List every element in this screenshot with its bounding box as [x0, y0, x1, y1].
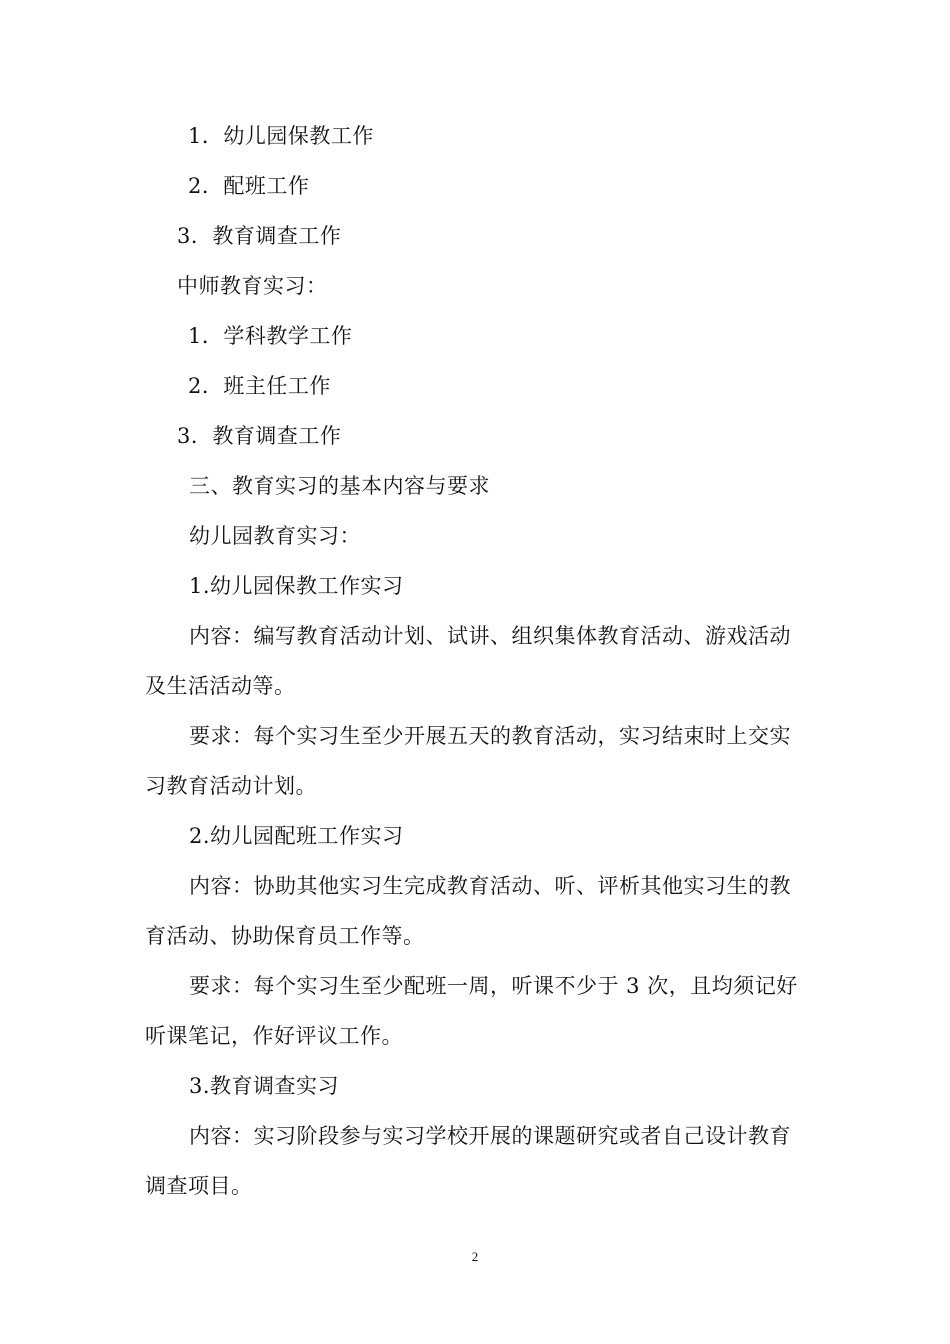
paragraph-line: 育活动、协助保育员工作等。 — [145, 924, 425, 948]
paragraph-line: 习教育活动计划。 — [145, 774, 317, 798]
paragraph-line: 调查项目。 — [145, 1174, 253, 1198]
section-heading: 三、教育实习的基本内容与要求 — [189, 474, 512, 498]
page-number: 2 — [471, 1249, 479, 1264]
subsection-title: 2.幼儿园配班工作实习 — [189, 824, 404, 848]
paragraph-line: 内容：编写教育活动计划、试讲、组织集体教育活动、游戏活动 — [189, 624, 791, 648]
subsection-title: 1.幼儿园保教工作实习 — [189, 574, 404, 598]
list-item: 3．教育调查工作 — [177, 224, 342, 248]
list-item: 2．配班工作 — [188, 174, 310, 198]
list-item: 3．教育调查工作 — [177, 424, 342, 448]
list-item: 1．学科教学工作 — [188, 324, 353, 348]
paragraph-line: 及生活活动等。 — [145, 674, 296, 698]
list-item: 1．幼儿园保教工作 — [188, 124, 374, 148]
paragraph-line: 要求：每个实习生至少配班一周，听课不少于 3 次，且均须记好 — [189, 974, 798, 998]
subsection-title: 3.教育调查实习 — [189, 1074, 340, 1098]
paragraph-line: 内容：实习阶段参与实习学校开展的课题研究或者自己设计教育 — [189, 1124, 791, 1148]
section-label: 中师教育实习： — [177, 274, 328, 298]
paragraph-line: 听课笔记，作好评议工作。 — [145, 1024, 403, 1048]
list-item: 2．班主任工作 — [188, 374, 331, 398]
paragraph-line: 要求：每个实习生至少开展五天的教育活动，实习结束时上交实 — [189, 724, 791, 748]
paragraph-line: 内容：协助其他实习生完成教育活动、听、评析其他实习生的教 — [189, 874, 791, 898]
subsection-label: 幼儿园教育实习： — [189, 524, 361, 548]
